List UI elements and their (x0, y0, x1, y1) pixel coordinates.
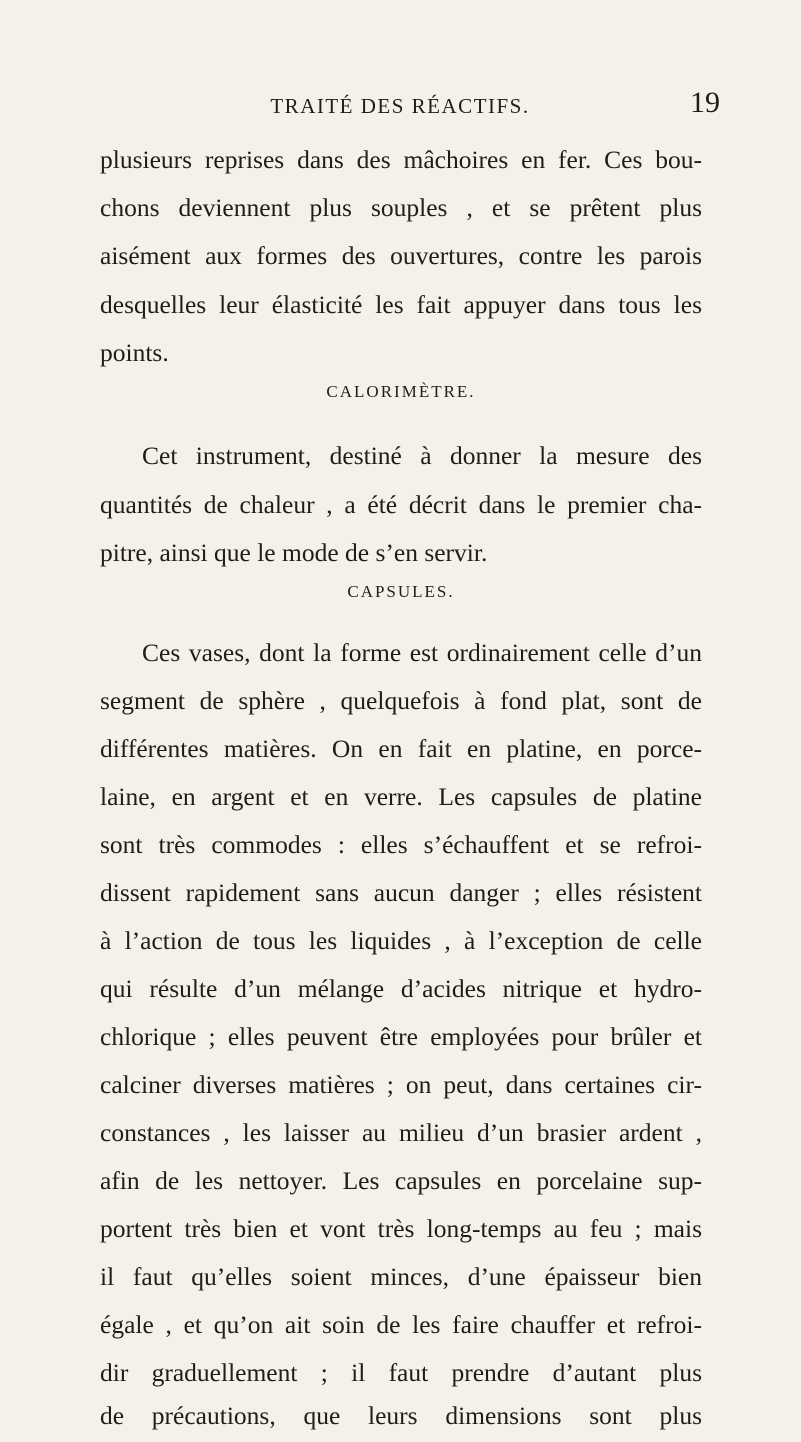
section-heading-capsules: CAPSULES. (347, 582, 455, 601)
text-line: dissent rapidement sans aucun danger ; elles résistent (100, 878, 702, 907)
text-line: chons deviennent plus souples , et se prêtent plus (100, 193, 702, 222)
text-line: constances , les laisser au milieu d’un brasier ardent , (100, 1118, 702, 1147)
text-line: Ces vases, dont la forme est ordinairement celle d’un (142, 638, 702, 667)
text-line: portent très bien et vont très long-temps au feu ; mais (100, 1214, 702, 1243)
text-line: chlorique ; elles peuvent être employées pour brûler et (100, 1022, 702, 1051)
text-line: plusieurs reprises dans des mâchoires en fer. Ces bou- (100, 145, 702, 174)
section-heading-calorimetre: CALORIMÈTRE. (326, 382, 476, 401)
text-line: égale , et qu’on ait soin de les faire chauffer et refroi- (100, 1310, 702, 1339)
text-line: sont très commodes : elles s’échauffent et se refroi- (100, 830, 702, 859)
text-line: dir graduellement ; il faut prendre d’autant plus (100, 1358, 702, 1387)
text-line: il faut qu’elles soient minces, d’une épaisseur bien (100, 1262, 702, 1291)
page-number: 19 (690, 86, 720, 119)
text-line: aisément aux formes des ouvertures, contre les parois (100, 241, 702, 270)
text-line: quantités de chaleur , a été décrit dans le premier cha- (100, 490, 702, 519)
text-line: de précautions, que leurs dimensions sont plus (100, 1401, 702, 1430)
text-line: points. (100, 338, 169, 367)
text-line: Cet instrument, destiné à donner la mesure des (142, 441, 702, 470)
text-line: desquelles leur élasticité les fait appuyer dans tous les (100, 290, 702, 319)
running-title: TRAITÉ DES RÉACTIFS. (270, 94, 530, 118)
text-line: à l’action de tous les liquides , à l’exception de celle (100, 926, 702, 955)
text-line: segment de sphère , quelquefois à fond plat, sont de (100, 686, 702, 715)
text-line: afin de les nettoyer. Les capsules en porcelaine sup- (100, 1166, 702, 1195)
text-line: qui résulte d’un mélange d’acides nitrique et hydro- (100, 974, 702, 1003)
text-line: laine, en argent et en verre. Les capsules de platine (100, 782, 702, 811)
text-line: différentes matières. On en fait en platine, en porce- (100, 734, 702, 763)
text-line: calciner diverses matières ; on peut, dans certaines cir- (100, 1070, 702, 1099)
text-line: pitre, ainsi que le mode de s’en servir. (100, 538, 488, 567)
